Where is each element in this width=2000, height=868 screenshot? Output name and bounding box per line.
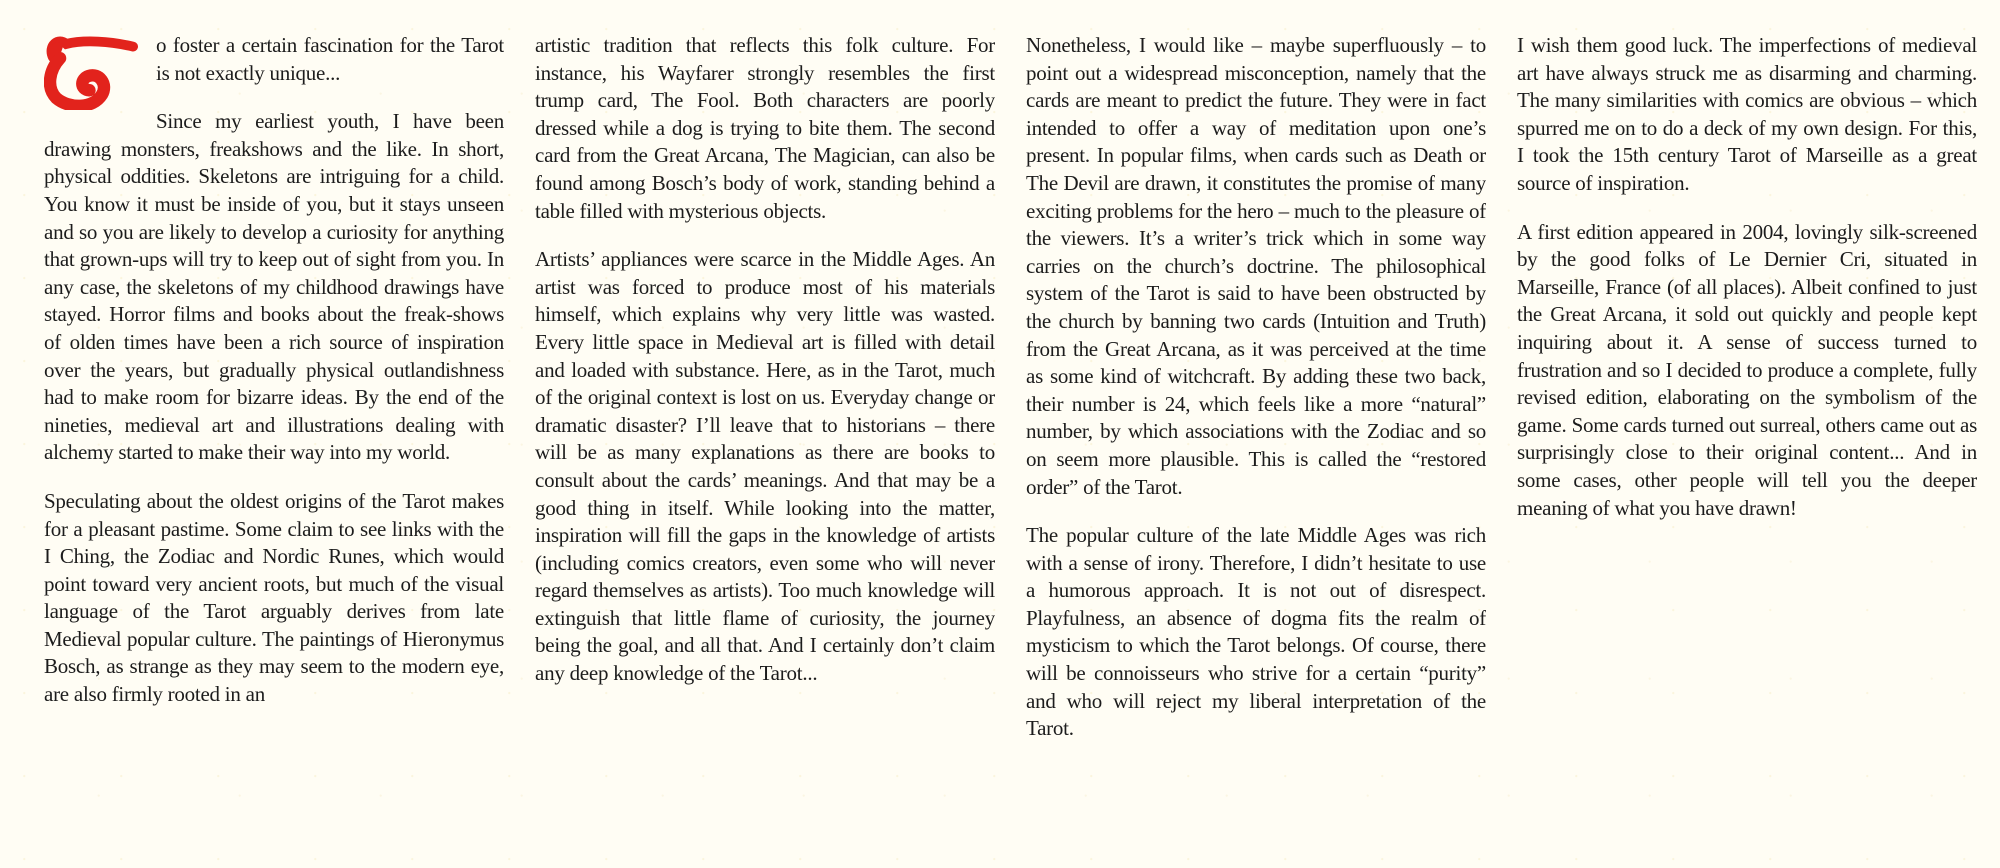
opening-paragraph [44,32,504,87]
text-column-4 [1517,32,1977,846]
paragraph: I wish them good luck. The imperfections of medieval art have always struck me as disarming and charming. The many similarities with comics are obvious – which spurred me on to do a deck of my own design. For this, I took the 15th century Tarot of Marseille as a great source of inspiration. [1517,33,1977,195]
text-column-2 [535,32,995,846]
paragraph: Nonetheless, I would like – maybe superfluously – to point out a widespread misconception, namely that the cards are meant to predict the future. They were in fact intended to offer a way of meditation upon one’s present. In popular films, when cards such as Death or The Devil are drawn, it constitutes the promise of many exciting problems for the hero – much to the pleasure of the viewers. It’s a writer’s trick which in some way carries on the church’s doctrine. The philosophical system of the Tarot is said to have been obstructed by the church by banning two cards (Intuition and Truth) from the Great Arcana, as it was perceived at the time as some kind of witchcraft. By adding these two back, their number is 24, which feels like a more “natural” number, by which associations with the Zodiac and so on seem more plausible. This is called the “restored order” of the Tarot. [1026,33,1486,499]
paragraph: Speculating about the oldest origins of the Tarot makes for a pleasant pastime. Some claim to see links with the I Ching, the Zodiac and Nordic Runes, which would point toward very ancient roots, but much of the visual language of the Tarot arguably derives from late Medieval popular culture. The paintings of Hieronymus Bosch, as strange as they may seem to the modern eye, are also firmly rooted in an [44,488,504,707]
paragraph: Artists’ appliances were scarce in the Middle Ages. An artist was forced to produce most of his materials himself, which explains why very little was wasted. Every little space in Medieval art is filled with detail and loaded with substance. Here, as in the Tarot, much of the original context is lost on us. Everyday change or dramatic disaster? I’ll leave that to historians – there will be as many explanations as there are books to consult about the cards’ meanings. And that may be a good thing in itself. While looking into the matter, inspiration will fill the gaps in the knowledge of artists (including comics creators, even some who will never regard themselves as artists). Too much knowledge will extinguish that little flame of curiosity, the journey being the goal, and all that. And I certainly don’t claim any deep knowledge of the Tarot... [535,247,995,686]
paragraph: Since my earliest youth, I have been drawing monsters, freakshows and the like. In short, physical oddities. Skeletons are intriguing for a child. You know it must be inside of you, but it stays unseen and so you are likely to develop a curiosity for anything that grown-ups will try to keep out of sight from you. In any case, the skeletons of my childhood drawings have stayed. Horror films and books about the freak-shows of olden times have been a rich source of inspiration over the years, but gradually physical outlandishness had to make room for bizarre ideas. By the end of the nineties, medieval art and illustrations dealing with alchemy started to make their way into my world. [44,109,504,465]
calligraphic-t-dropcap-icon [44,34,142,110]
paragraph: A first edition appeared in 2004, lovingly silk-screened by the good folks of Le Dernier Cri, situated in Marseille, France (of all places). Albeit confined to just the Great Arcana, it sold out quickly and people kept inquiring about it. A sense of success turned to frustration and so I decided to produce a complete, fully revised edition, elaborating on the symbolism of the game. Some cards turned out surreal, others came out as surprisingly close to their original content... And in some cases, other people will tell you the deeper meaning of what you have drawn! [1517,219,1977,520]
text-column-1 [44,32,504,846]
paragraph: artistic tradition that reflects this folk culture. For instance, his Wayfarer strongly resembles the first trump card, The Fool. Both characters are poorly dressed while a dog is trying to bite them. The second card from the Great Arcana, The Magician, can also be found among Bosch’s body of work, standing behind a table filled with mysterious objects. [535,33,995,223]
paragraph: The popular culture of the late Middle Ages was rich with a sense of irony. Therefore, I didn’t hesitate to use a humorous approach. It is not out of disrespect. Playfulness, an absence of dogma fits the realm of mysticism to which the Tarot belongs. Of course, there will be connoisseurs who strive for a certain “purity” and who will reject my liberal interpretation of the Tarot. [1026,523,1486,741]
paragraph-text: o foster a certain fascination for the Tarot is not exactly unique... [156,33,504,85]
text-column-3 [1026,32,1486,846]
text-columns [44,32,1977,846]
